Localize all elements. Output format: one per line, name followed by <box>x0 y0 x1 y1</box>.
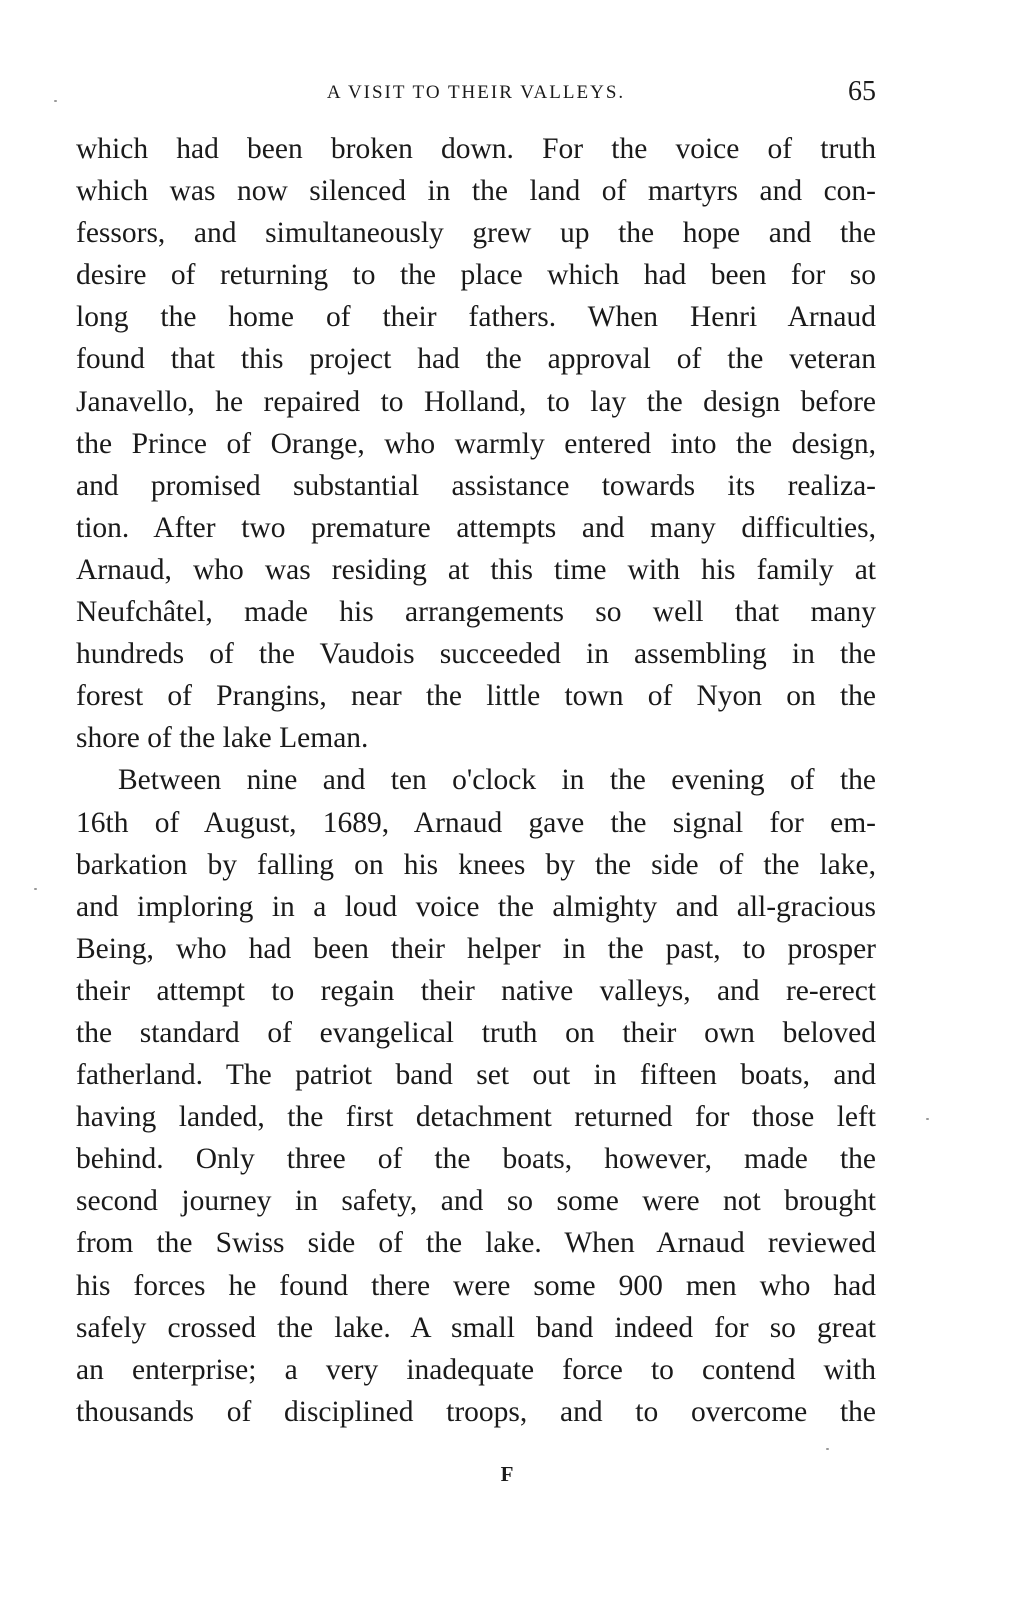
paper-speck <box>54 100 57 102</box>
text-line: Arnaud, who was residing at this time with his family at <box>76 553 876 586</box>
text-line: fatherland. The patriot band set out in fifteen boats, and <box>76 1059 876 1092</box>
signature-mark: F <box>500 1462 514 1486</box>
text-line: thousands of disciplined troops, and to overcome the <box>76 1395 876 1428</box>
running-title: A VISIT TO THEIR VALLEYS. <box>326 82 626 103</box>
text-line: desire of returning to the place which had been for so <box>76 259 876 292</box>
body-text <box>76 128 876 1433</box>
text-line: and imploring in a loud voice the almighty and all-gracious <box>76 890 876 923</box>
text-line: an enterprise; a very inadequate force to contend with <box>76 1353 876 1386</box>
page-number: 65 <box>848 76 876 107</box>
paper-speck <box>826 1448 829 1450</box>
text-line: tion. After two premature attempts and many difficulties, <box>76 511 876 544</box>
text-line: Between nine and ten o'clock in the evening of the <box>118 764 876 797</box>
text-line: fessors, and simultaneously grew up the hope and the <box>76 217 876 250</box>
text-line: behind. Only three of the boats, however, made the <box>76 1143 876 1176</box>
text-line: from the Swiss side of the lake. When Arnaud reviewed <box>76 1227 876 1260</box>
text-line: 16th of August, 1689, Arnaud gave the signal for em- <box>76 806 876 839</box>
text-line: safely crossed the lake. A small band indeed for so great <box>76 1311 876 1344</box>
text-line: long the home of their fathers. When Henri Arnaud <box>76 301 876 334</box>
text-line: his forces he found there were some 900 men who had <box>76 1269 876 1302</box>
text-line: found that this project had the approval of the veteran <box>76 343 876 376</box>
text-line: Neufchâtel, made his arrangements so well that many <box>76 596 876 629</box>
text-line: shore of the lake Leman. <box>76 722 369 755</box>
text-line: Being, who had been their helper in the past, to prosper <box>76 932 876 965</box>
text-line: the Prince of Orange, who warmly entered into the design, <box>76 427 876 460</box>
text-line: Janavello, he repaired to Holland, to lay the design before <box>76 385 876 418</box>
text-line: forest of Prangins, near the little town of Nyon on the <box>76 680 876 713</box>
text-line: their attempt to regain their native valleys, and re-erect <box>76 974 876 1007</box>
paper-speck <box>34 888 37 890</box>
text-line: which was now silenced in the land of martyrs and con- <box>76 175 876 208</box>
paper-speck <box>926 1118 929 1120</box>
text-line: which had been broken down. For the voice of truth <box>76 133 876 165</box>
text-line: barkation by falling on his knees by the side of the lake, <box>76 848 876 881</box>
text-line: having landed, the first detachment returned for those left <box>76 1101 876 1134</box>
paragraph-2 <box>76 759 876 1433</box>
text-line: second journey in safety, and so some were not brought <box>76 1185 876 1218</box>
running-head <box>76 76 876 112</box>
paragraph-1 <box>76 128 876 759</box>
text-line: the standard of evangelical truth on their own beloved <box>76 1016 876 1049</box>
text-line: hundreds of the Vaudois succeeded in assembling in the <box>76 638 876 671</box>
text-line: and promised substantial assistance towards its realiza- <box>76 469 876 502</box>
